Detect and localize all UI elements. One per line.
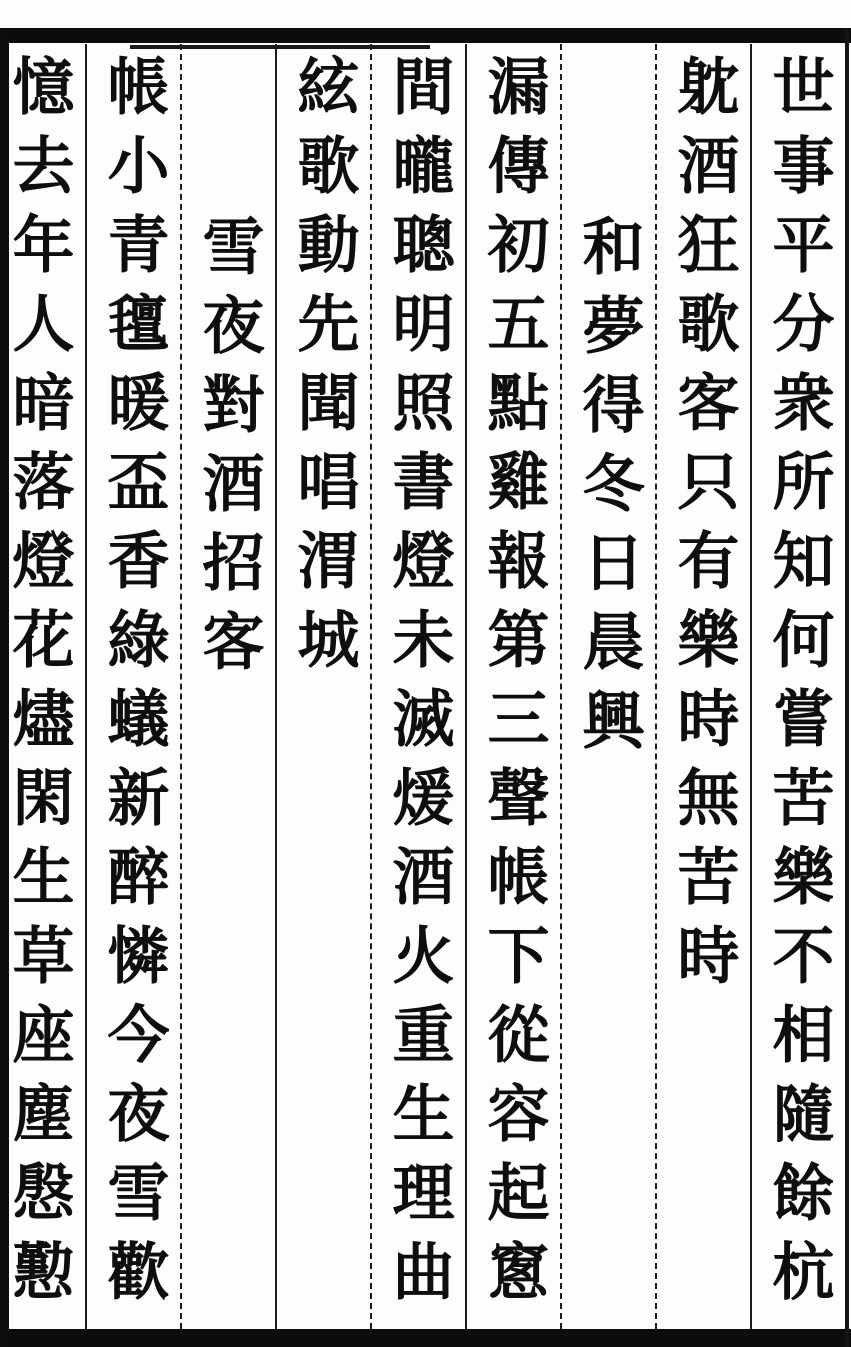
poem-title-text: 和夢得冬日晨興: [572, 214, 645, 767]
poem-title-text: 雪夜對酒招客: [192, 214, 265, 688]
verse-text: 間曨聰明照書燈未滅煖酒火重生理曲: [382, 54, 455, 1318]
text-block: [2, 44, 845, 1329]
verse-text: 憶去年人暗落燈花燼閑生草座塵慇懃: [2, 54, 75, 1318]
text-column-3: [560, 44, 655, 1329]
text-column-8: [85, 44, 180, 1329]
verse-text: 絃歌動先聞唱渭城: [287, 54, 360, 686]
text-column-7: [180, 44, 275, 1329]
verse-text: 漏傳初五點雞報第三聲帳下從容起窻: [477, 54, 550, 1318]
frame-border-right: [845, 28, 849, 1347]
text-column-1: [750, 44, 845, 1329]
text-column-9: [0, 44, 85, 1329]
verse-text: 帳小青氊暖盃香綠蟻新醉憐今夜雪歡: [97, 54, 170, 1318]
frame-border-bottom: [0, 1329, 851, 1347]
verse-text: 躭酒狂歌客只有樂時無苦時: [667, 54, 740, 1002]
text-column-2: [655, 44, 750, 1329]
verse-text: 世事平分衆所知何嘗苦樂不相隨餘杭: [762, 54, 835, 1318]
text-column-4: [465, 44, 560, 1329]
text-column-6: [275, 44, 370, 1329]
text-column-5: [370, 44, 465, 1329]
frame-border-top: [0, 28, 851, 43]
